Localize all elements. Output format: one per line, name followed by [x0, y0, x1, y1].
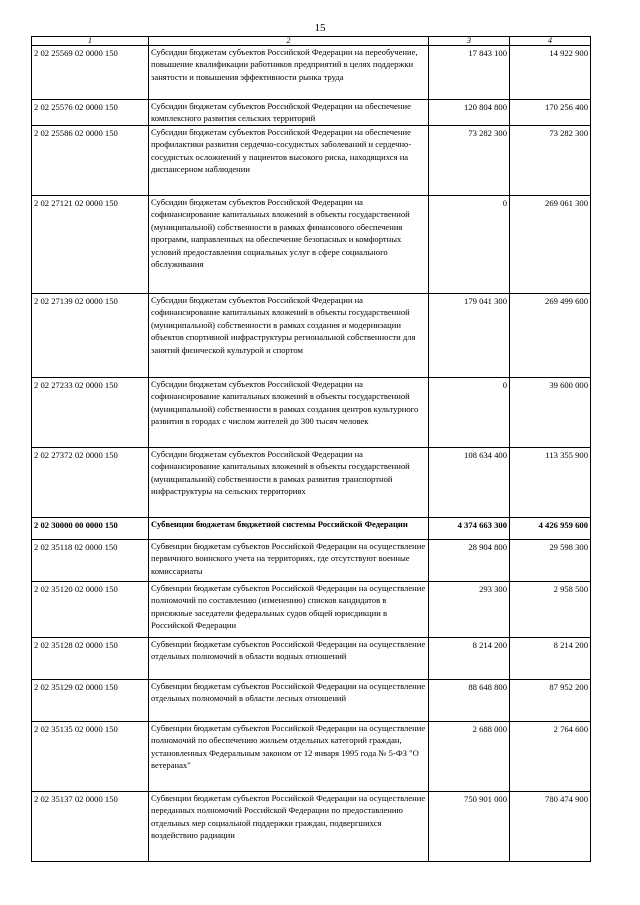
table-row [32, 448, 591, 518]
code-cell: 2 02 30000 00 0000 150 [32, 518, 149, 540]
description-cell: Субсидии бюджетам субъектов Российской Федерации на обеспечение профилактики развития сердечно-сосудистых заболеваний и сердечно-сосудистых осложнений у пациентов высокого риска, находящихся на диспансерном наблюдении [149, 126, 429, 196]
value-1-cell: 293 300 [429, 582, 510, 638]
code-cell: 2 02 25586 02 0000 150 [32, 126, 149, 196]
description-cell: Субсидии бюджетам субъектов Российской Федерации на софинансирование капитальных вложений в объекты государственной (муниципальной) собственности в рамках финансового обеспечения программ, направленных на обеспечение безопасных и комфортных условий предоставления социальных услуг в сфере социального обслуживания [149, 196, 429, 294]
table-row [32, 126, 591, 196]
value-2-cell: 4 426 959 600 [510, 518, 591, 540]
value-2-cell: 73 282 300 [510, 126, 591, 196]
description-cell: Субвенции бюджетам субъектов Российской Федерации на осуществление полномочий по составлению (изменению) списков кандидатов в присяжные заседатели федеральных судов общей юрисдикции в Российской Федерации [149, 582, 429, 638]
value-1-cell: 0 [429, 378, 510, 448]
table-row [32, 582, 591, 638]
description-cell: Субвенции бюджетам субъектов Российской Федерации на осуществление переданных полномочий Российской Федерации по предоставлению отдельных мер социальной поддержки граждан, подвергшихся воздействию радиации [149, 792, 429, 862]
description-cell: Субвенции бюджетам субъектов Российской Федерации на осуществление отдельных полномочий в области лесных отношений [149, 680, 429, 722]
column-header-code: 1 [32, 37, 149, 46]
description-cell: Субсидии бюджетам субъектов Российской Федерации на обеспечение комплексного развития сельских территорий [149, 100, 429, 126]
value-1-cell: 179 041 300 [429, 294, 510, 378]
table-row [32, 196, 591, 294]
description-cell: Субсидии бюджетам субъектов Российской Федерации на софинансирование капитальных вложений в объекты государственной (муниципальной) собственности в рамках создания центров культурного развития в городах с числом жителей до 300 тысяч человек [149, 378, 429, 448]
code-cell: 2 02 27139 02 0000 150 [32, 294, 149, 378]
value-1-cell: 88 648 800 [429, 680, 510, 722]
value-1-cell: 120 804 800 [429, 100, 510, 126]
column-header-row [32, 37, 591, 46]
value-2-cell: 8 214 200 [510, 638, 591, 680]
table-row [32, 792, 591, 862]
value-1-cell: 750 901 000 [429, 792, 510, 862]
code-cell: 2 02 27233 02 0000 150 [32, 378, 149, 448]
code-cell: 2 02 35118 02 0000 150 [32, 540, 149, 582]
code-cell: 2 02 35120 02 0000 150 [32, 582, 149, 638]
code-cell: 2 02 35128 02 0000 150 [32, 638, 149, 680]
column-header-value-2: 4 [510, 37, 591, 46]
table-row [32, 518, 591, 540]
table-row [32, 378, 591, 448]
table-row [32, 294, 591, 378]
code-cell: 2 02 35137 02 0000 150 [32, 792, 149, 862]
code-cell: 2 02 27121 02 0000 150 [32, 196, 149, 294]
table-row [32, 722, 591, 792]
description-cell: Субвенции бюджетам бюджетной системы Российской Федерации [149, 518, 429, 540]
code-cell: 2 02 35129 02 0000 150 [32, 680, 149, 722]
description-cell: Субсидии бюджетам субъектов Российской Федерации на переобучение, повышение квалификации работников предприятий в целях поддержки занятости и повышения эффективности рынка труда [149, 46, 429, 100]
value-2-cell: 269 061 300 [510, 196, 591, 294]
value-1-cell: 28 904 800 [429, 540, 510, 582]
code-cell: 2 02 27372 02 0000 150 [32, 448, 149, 518]
value-2-cell: 39 600 000 [510, 378, 591, 448]
value-1-cell: 4 374 663 300 [429, 518, 510, 540]
code-cell: 2 02 25569 02 0000 150 [32, 46, 149, 100]
table-row [32, 680, 591, 722]
value-1-cell: 108 634 400 [429, 448, 510, 518]
code-cell: 2 02 25576 02 0000 150 [32, 100, 149, 126]
value-2-cell: 269 499 600 [510, 294, 591, 378]
value-2-cell: 170 256 400 [510, 100, 591, 126]
value-2-cell: 113 355 900 [510, 448, 591, 518]
description-cell: Субсидии бюджетам субъектов Российской Федерации на софинансирование капитальных вложений в объекты государственной (муниципальной) собственности в рамках создания и модернизации объектов спортивной инфраструктуры региональной собственности для занятий физической культурой и спортом [149, 294, 429, 378]
value-2-cell: 780 474 900 [510, 792, 591, 862]
value-1-cell: 17 843 100 [429, 46, 510, 100]
description-cell: Субсидии бюджетам субъектов Российской Федерации на софинансирование капитальных вложений в объекты государственной (муниципальной) собственности в рамках развития транспортной инфраструктуры на сельских территориях [149, 448, 429, 518]
table-row [32, 46, 591, 100]
value-2-cell: 14 922 900 [510, 46, 591, 100]
value-1-cell: 2 688 000 [429, 722, 510, 792]
page-number: 15 [314, 22, 326, 34]
table-row [32, 100, 591, 126]
description-cell: Субвенции бюджетам субъектов Российской Федерации на осуществление первичного воинского учета на территориях, где отсутствуют военные комиссариаты [149, 540, 429, 582]
value-2-cell: 2 958 500 [510, 582, 591, 638]
value-1-cell: 8 214 200 [429, 638, 510, 680]
table-row [32, 638, 591, 680]
code-cell: 2 02 35135 02 0000 150 [32, 722, 149, 792]
value-1-cell: 73 282 300 [429, 126, 510, 196]
description-cell: Субвенции бюджетам субъектов Российской Федерации на осуществление полномочий по обеспечению жильем отдельных категорий граждан, установленных Федеральным законом от 12 января 1995 года № 5-ФЗ "О ветеранах" [149, 722, 429, 792]
budget-table [31, 36, 591, 862]
column-header-name: 2 [149, 37, 429, 46]
table-row [32, 540, 591, 582]
value-2-cell: 2 764 600 [510, 722, 591, 792]
value-2-cell: 29 598 300 [510, 540, 591, 582]
description-cell: Субвенции бюджетам субъектов Российской Федерации на осуществление отдельных полномочий в области водных отношений [149, 638, 429, 680]
value-1-cell: 0 [429, 196, 510, 294]
value-2-cell: 87 952 200 [510, 680, 591, 722]
column-header-value-1: 3 [429, 37, 510, 46]
